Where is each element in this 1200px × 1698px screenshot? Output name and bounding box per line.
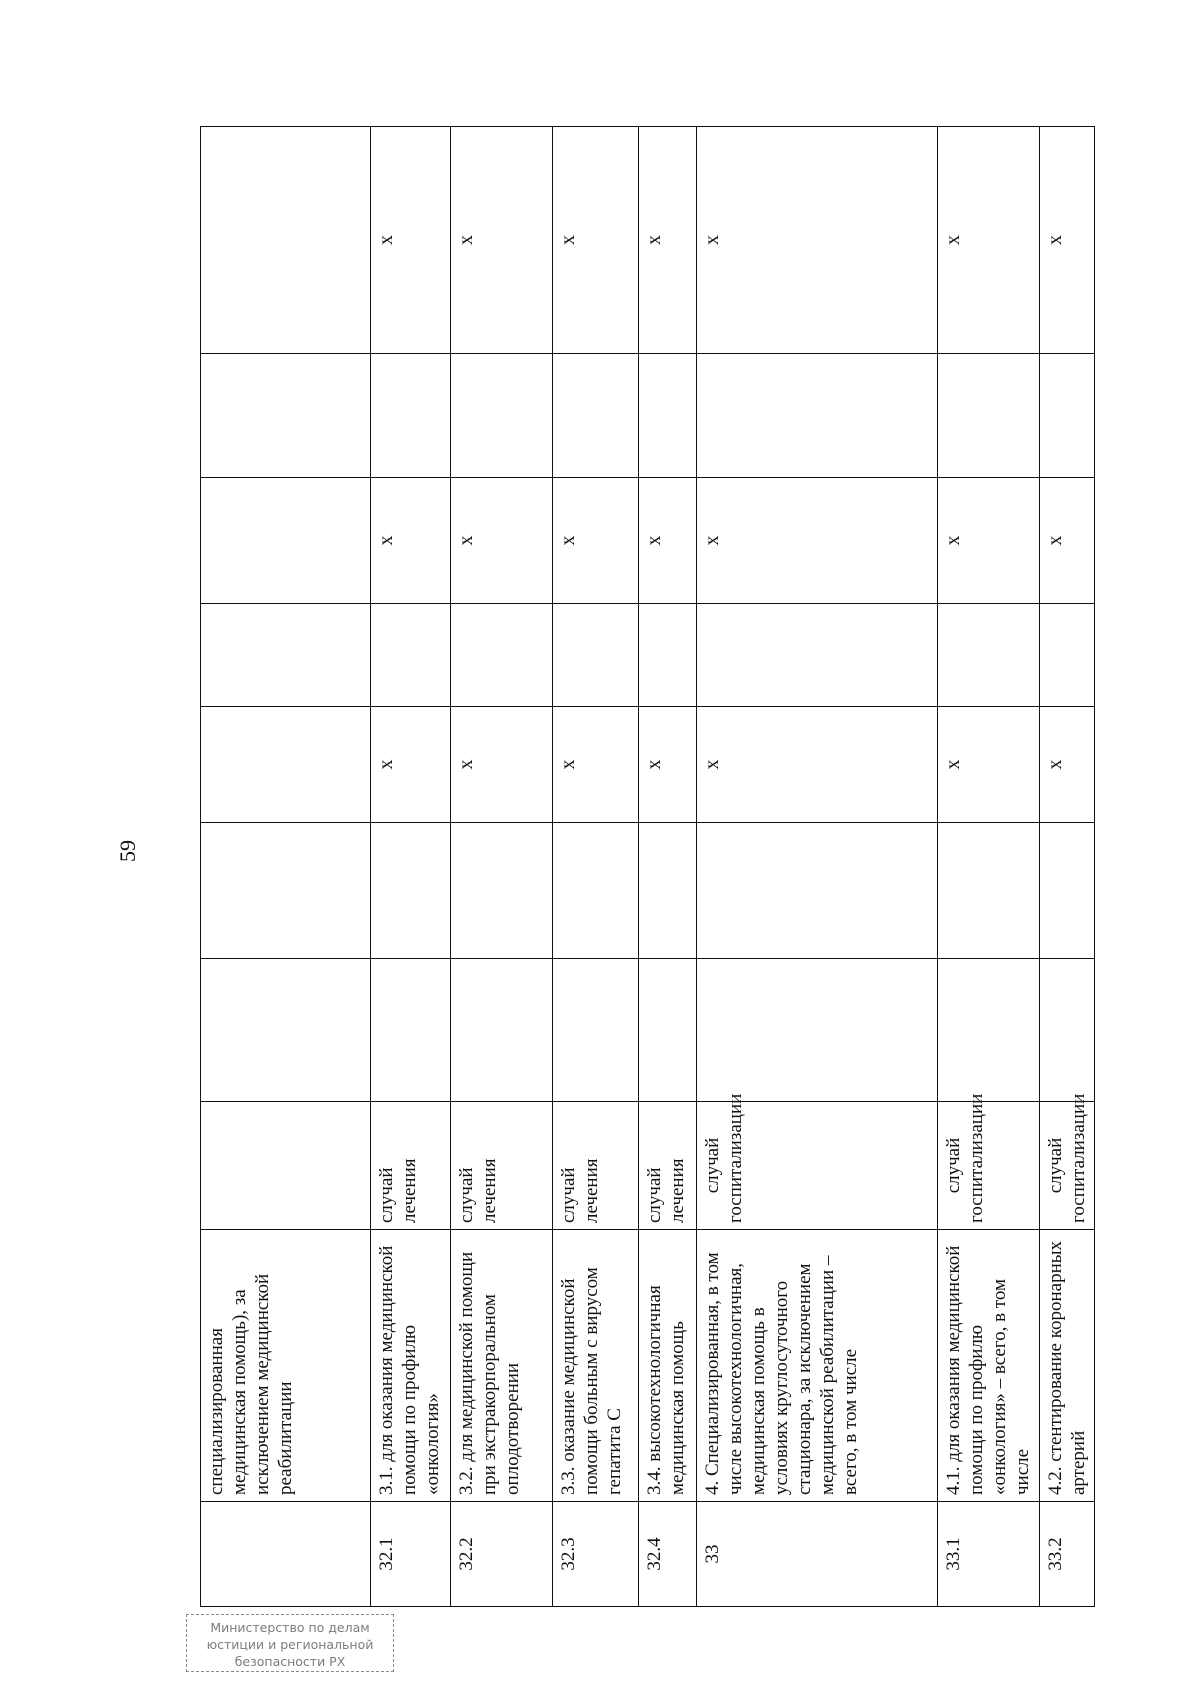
row-cell xyxy=(553,823,639,959)
stamp-line-1: Министерство по делам xyxy=(210,1620,370,1635)
row-cell xyxy=(451,354,553,478)
row-cell: х xyxy=(697,478,938,604)
row-cell xyxy=(639,604,697,707)
row-cell xyxy=(938,604,1040,707)
table-row xyxy=(201,127,371,1607)
row-name: 4.1. для оказания медицинской помощи по профилю «онкология» – всего, в том числе xyxy=(938,1230,1040,1502)
row-unit: случай лечения xyxy=(371,1102,451,1230)
row-cell xyxy=(201,478,371,604)
row-name: специализированная медицинская помощь), за исключением медицинской реабилитации xyxy=(201,1230,371,1502)
table-row xyxy=(451,127,553,1607)
row-cell: х xyxy=(938,707,1040,823)
row-cell xyxy=(201,959,371,1102)
row-cell xyxy=(451,959,553,1102)
row-cell xyxy=(201,823,371,959)
row-cell xyxy=(1040,823,1095,959)
row-number: 33.2 xyxy=(1040,1502,1095,1607)
medical-care-table xyxy=(200,126,1095,1607)
row-cell: х xyxy=(639,707,697,823)
table-row xyxy=(371,127,451,1607)
document-table-container xyxy=(200,127,1089,1607)
row-unit: случай госпитализации xyxy=(697,1102,938,1230)
row-name: 3.1. для оказания медицинской помощи по профилю «онкология» xyxy=(371,1230,451,1502)
stamp-line-2: юстиции и региональной xyxy=(206,1637,374,1652)
row-cell: х xyxy=(1040,478,1095,604)
row-cell: х xyxy=(938,478,1040,604)
row-cell xyxy=(451,604,553,707)
row-name: 3.3. оказание медицинской помощи больным с вирусом гепатита С xyxy=(553,1230,639,1502)
row-cell: х xyxy=(697,127,938,354)
row-cell: х xyxy=(371,478,451,604)
row-cell xyxy=(697,823,938,959)
row-number: 32.2 xyxy=(451,1502,553,1607)
row-cell: х xyxy=(639,478,697,604)
row-cell: х xyxy=(451,127,553,354)
row-cell xyxy=(553,604,639,707)
row-number xyxy=(201,1502,371,1607)
row-cell: х xyxy=(371,707,451,823)
table-row xyxy=(938,127,1040,1607)
row-unit: случай госпитализации xyxy=(1040,1102,1095,1230)
row-cell xyxy=(639,959,697,1102)
stamp-line-3: безопасности РХ xyxy=(234,1654,346,1669)
table-row xyxy=(1040,127,1095,1607)
row-unit: случай лечения xyxy=(639,1102,697,1230)
row-unit: случай лечения xyxy=(451,1102,553,1230)
row-cell xyxy=(371,354,451,478)
row-cell: х xyxy=(553,478,639,604)
ministry-stamp xyxy=(186,1614,394,1672)
row-unit: случай госпитализации xyxy=(938,1102,1040,1230)
row-cell: х xyxy=(451,707,553,823)
row-cell xyxy=(938,823,1040,959)
row-number: 32.4 xyxy=(639,1502,697,1607)
row-cell xyxy=(697,604,938,707)
table-row xyxy=(639,127,697,1607)
table-row xyxy=(553,127,639,1607)
row-cell xyxy=(938,959,1040,1102)
row-cell xyxy=(201,127,371,354)
table-row xyxy=(697,127,938,1607)
row-cell xyxy=(201,707,371,823)
row-number: 33.1 xyxy=(938,1502,1040,1607)
row-cell: х xyxy=(697,707,938,823)
row-cell xyxy=(371,604,451,707)
row-number: 32.1 xyxy=(371,1502,451,1607)
page-number: 59 xyxy=(115,840,140,862)
row-cell: х xyxy=(553,127,639,354)
row-name: 3.4. высокотехнологичная медицинская помощь xyxy=(639,1230,697,1502)
row-cell: х xyxy=(1040,707,1095,823)
row-cell xyxy=(697,354,938,478)
row-cell xyxy=(697,959,938,1102)
row-cell xyxy=(938,354,1040,478)
row-cell xyxy=(553,959,639,1102)
row-cell xyxy=(371,823,451,959)
row-cell: х xyxy=(938,127,1040,354)
row-cell: х xyxy=(553,707,639,823)
row-cell: х xyxy=(1040,127,1095,354)
row-name: 3.2. для медицинской помощи при экстракорпоральном оплодотворении xyxy=(451,1230,553,1502)
row-cell xyxy=(639,823,697,959)
row-number: 32.3 xyxy=(553,1502,639,1607)
row-cell xyxy=(201,354,371,478)
row-cell xyxy=(371,959,451,1102)
row-cell xyxy=(1040,604,1095,707)
row-cell: х xyxy=(371,127,451,354)
row-cell xyxy=(201,604,371,707)
row-cell xyxy=(1040,959,1095,1102)
row-cell: х xyxy=(639,127,697,354)
row-name: 4.2. стентирование коронарных артерий xyxy=(1040,1230,1095,1502)
row-unit: случай лечения xyxy=(553,1102,639,1230)
row-number: 33 xyxy=(697,1502,938,1607)
row-cell xyxy=(639,354,697,478)
row-cell: х xyxy=(451,478,553,604)
row-cell xyxy=(1040,354,1095,478)
row-name: 4. Специализированная, в том числе высокотехнологичная, медицинская помощь в условиях круглосуточного стационара, за исключением медицинской реабилитации – всего, в том числе xyxy=(697,1230,938,1502)
row-cell xyxy=(553,354,639,478)
row-unit xyxy=(201,1102,371,1230)
row-cell xyxy=(451,823,553,959)
